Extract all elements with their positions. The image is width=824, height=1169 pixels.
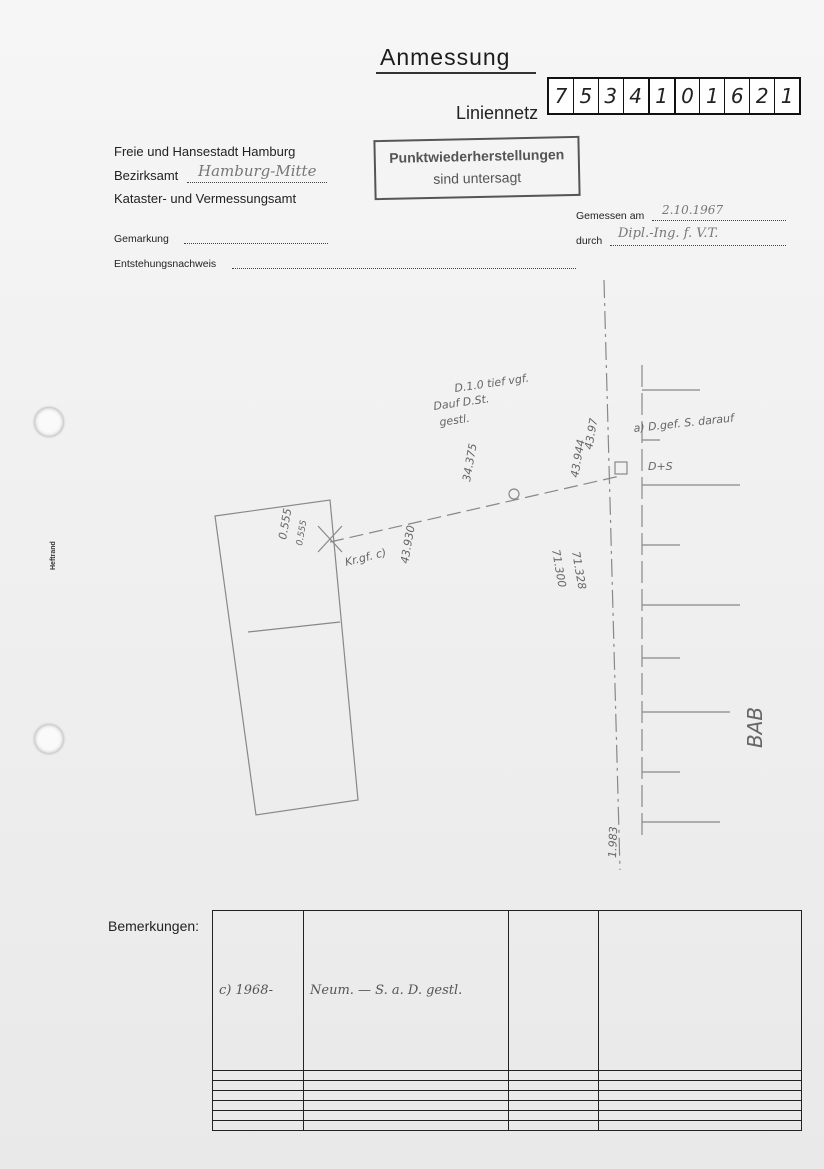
sketch-note: 0.555 <box>276 507 295 541</box>
sketch-note: Kr.gf. c) <box>343 546 388 569</box>
digit: 7 <box>549 79 574 113</box>
table-cell <box>213 1091 304 1101</box>
table-cell: Neum. — S. a. D. gestl. <box>304 911 509 1071</box>
table-cell <box>509 911 599 1071</box>
remarks-table <box>212 910 802 1131</box>
table-row <box>213 1091 802 1101</box>
table-cell <box>599 911 802 1071</box>
sketch-note: a) D.gef. S. darauf <box>632 411 735 435</box>
sketch-note: 43.930 <box>398 524 418 565</box>
table-cell <box>509 1111 599 1121</box>
authority-name: Freie und Hansestadt Hamburg <box>114 144 296 159</box>
digit: 4 <box>624 79 650 113</box>
form-title: Anmessung <box>380 44 511 70</box>
table-cell <box>599 1071 802 1081</box>
bezirksamt-label: Bezirksamt <box>114 168 179 183</box>
digit: 6 <box>725 79 750 113</box>
table-cell <box>213 1111 304 1121</box>
table-cell <box>599 1101 802 1111</box>
gemessen-label: Gemessen am <box>576 210 645 222</box>
building-divider <box>248 622 340 632</box>
gemessen-value: 2.10.1967 <box>662 203 724 217</box>
digit: 2 <box>750 79 775 113</box>
table-cell <box>509 1091 599 1101</box>
margin-label: Heftrand <box>50 541 57 570</box>
measure-line <box>330 476 620 542</box>
table-cell <box>304 1121 509 1131</box>
table-cell <box>599 1081 802 1091</box>
table-cell <box>509 1081 599 1091</box>
table-row <box>213 1121 802 1131</box>
sketch-note: 71.328 <box>569 550 589 591</box>
office-name: Kataster- und Vermessungsamt <box>114 191 297 206</box>
durch-label: durch <box>576 235 603 247</box>
table-cell <box>213 1121 304 1131</box>
durch-value: Dipl.-Ing. f. V.T. <box>618 226 719 241</box>
table-cell <box>304 1111 509 1121</box>
sketch-note: 1.983 <box>606 826 621 859</box>
road-axis-line <box>604 280 620 870</box>
table-row <box>213 1101 802 1111</box>
sketch-note: gestl. <box>438 411 471 429</box>
stamp-line-1: Punktwiederherstellungen <box>389 146 565 166</box>
table-cell <box>213 1081 304 1091</box>
digit: 0 <box>676 79 701 113</box>
road-name-label: BAB <box>743 706 767 748</box>
sketch-note: 43.944 <box>568 438 588 479</box>
remarks-label: Bemerkungen: <box>108 918 200 934</box>
table-row <box>213 1071 802 1081</box>
digit: 5 <box>574 79 599 113</box>
sketch-note: 71.300 <box>549 548 569 589</box>
point-marker <box>509 489 519 499</box>
gemarkung-label: Gemarkung <box>114 233 169 245</box>
sketch-note: D+S <box>648 460 673 473</box>
sketch-note: 43.97 <box>582 417 601 451</box>
digit: 1 <box>780 84 794 108</box>
table-cell <box>304 1091 509 1101</box>
sketch-note: Dauf D.St. <box>432 392 491 413</box>
table-cell <box>599 1091 802 1101</box>
table-cell <box>509 1101 599 1111</box>
table-cell <box>599 1111 802 1121</box>
digit: 3 <box>599 79 624 113</box>
sketch-note: 34.375 <box>460 442 480 483</box>
table-row <box>213 1081 802 1091</box>
sketch-note: 0.555 <box>295 519 310 547</box>
point-marker <box>615 462 627 474</box>
building-outline <box>215 500 358 815</box>
entstehung-label: Entstehungsnachweis <box>114 258 217 270</box>
table-row <box>213 1111 802 1121</box>
table-row <box>213 911 802 1071</box>
table-cell <box>304 1081 509 1091</box>
table-cell <box>599 1121 802 1131</box>
digit: 1 <box>700 79 725 113</box>
network-label: Liniennetz <box>456 103 539 123</box>
digit: 1 <box>650 79 676 113</box>
bezirksamt-value: Hamburg-Mitte <box>198 162 317 180</box>
table-cell <box>213 1101 304 1111</box>
table-cell <box>213 1071 304 1081</box>
table-cell <box>509 1071 599 1081</box>
table-cell <box>304 1101 509 1111</box>
sketch-note: D.1.0 tief vgf. <box>453 371 530 395</box>
table-cell <box>509 1121 599 1131</box>
stamp-line-2: sind untersagt <box>433 169 522 187</box>
table-cell <box>304 1071 509 1081</box>
table-cell: c) 1968- <box>213 911 304 1071</box>
